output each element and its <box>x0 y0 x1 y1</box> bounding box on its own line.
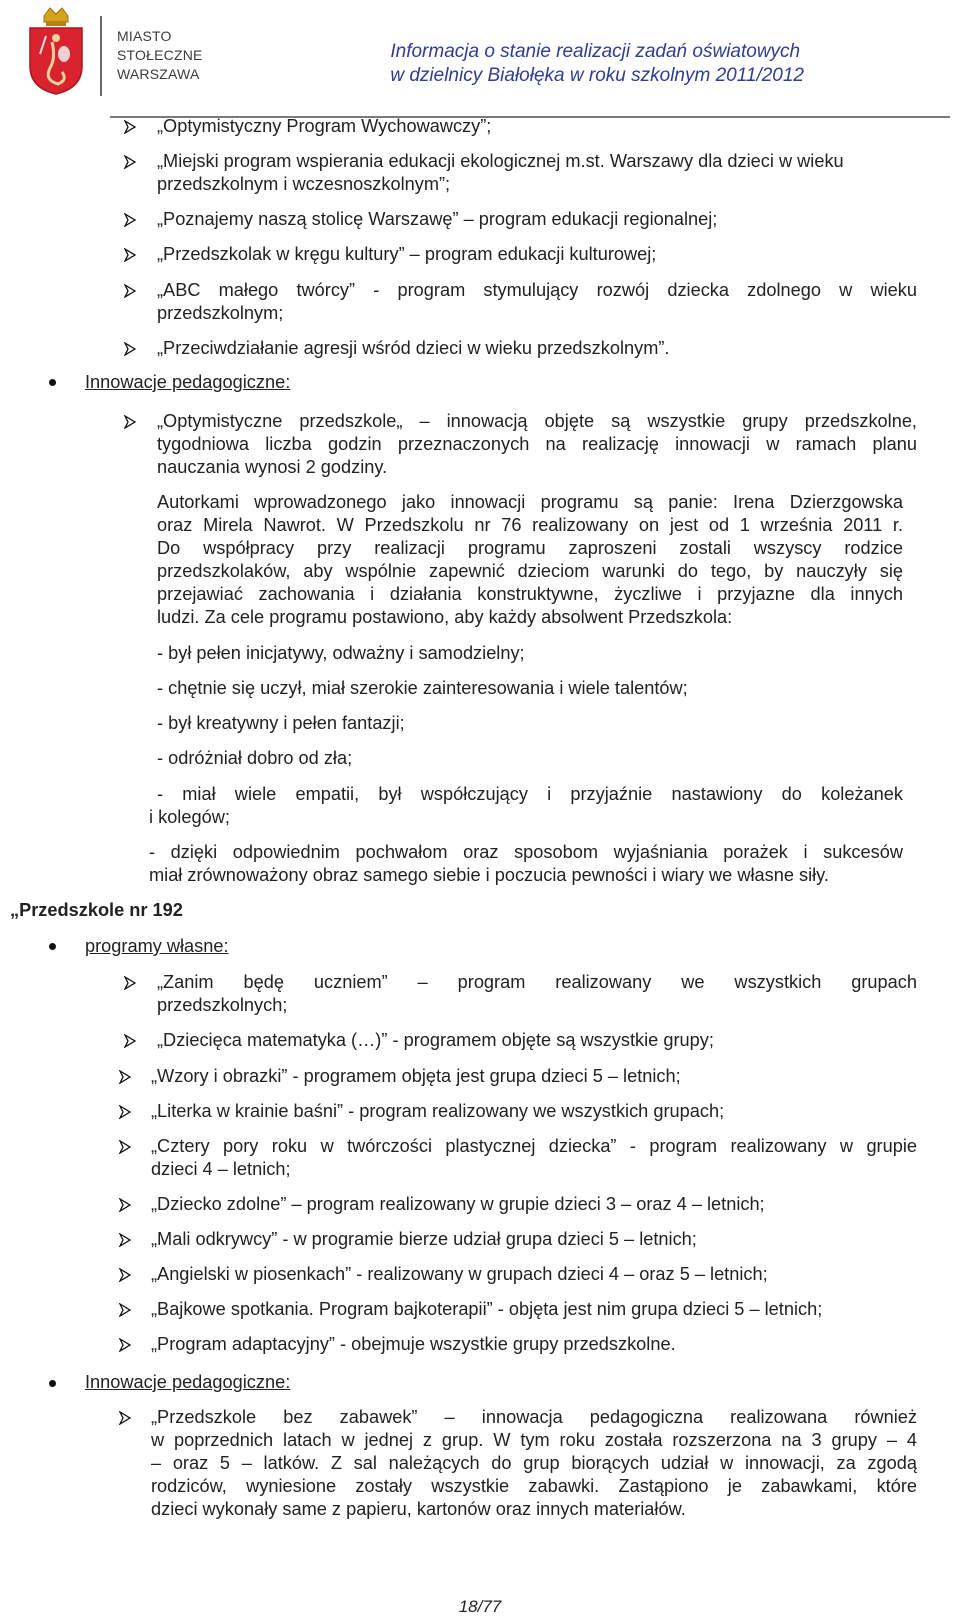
arrow-bullet-icon <box>123 1034 137 1048</box>
goal-item-cont: miał zrównoważony obraz samego siebie i poczucia pewności i wiary we własne siły. <box>149 865 829 885</box>
paragraph-line: oraz Mirela Nawrot. W Przedszkolu nr 76 realizowany on jest od 1 września 2011 r. <box>157 515 903 535</box>
goal-item: - był pełen inicjatywy, odważny i samodzielny; <box>157 643 525 663</box>
list-item: „Program adaptacyjny” - obejmuje wszystkie grupy przedszkolne. <box>151 1334 676 1354</box>
header-divider <box>100 16 102 96</box>
warsaw-coat-of-arms-icon <box>24 6 88 96</box>
paragraph-line: Do współpracy przy realizacji programu zaproszeni zostali wszyscy rodzice <box>157 538 903 558</box>
page-header <box>0 0 960 118</box>
section-heading: Innowacje pedagogiczne: <box>85 1372 291 1392</box>
paragraph-line: rodziców, wyniesione zostały wszystkie zabawki. Zastąpiono je zabawkami, które <box>151 1476 917 1496</box>
list-item: „Dziecięca matematyka (…)” - programem objęte są wszystkie grupy; <box>157 1030 714 1050</box>
arrow-bullet-icon <box>123 284 137 298</box>
brand-line: WARSZAWA <box>117 66 200 82</box>
list-item: „ABC małego twórcy” - program stymulujący rozwój dziecka zdolnego w wieku <box>157 280 917 300</box>
list-item: „Optymistyczny Program Wychowawczy”; <box>157 116 492 136</box>
brand-name <box>117 27 203 84</box>
arrow-bullet-icon <box>123 155 137 169</box>
paragraph-line: ludzi. Za cele programu postawiono, aby każdy absolwent Przedszkola: <box>157 607 733 627</box>
arrow-bullet-icon <box>118 1070 132 1084</box>
arrow-bullet-icon <box>123 342 137 356</box>
arrow-bullet-icon <box>118 1233 132 1247</box>
goal-item-cont: i kolegów; <box>149 807 230 827</box>
arrow-bullet-icon <box>118 1105 132 1119</box>
goal-item: - był kreatywny i pełen fantazji; <box>157 713 405 733</box>
list-item: „Miejski program wspierania edukacji ekologicznej m.st. Warszawy dla dzieci w wieku <box>157 151 844 171</box>
document-title-line: w dzielnicy Białołęka w roku szkolnym 2011/2012 <box>390 65 804 86</box>
list-item: „Dziecko zdolne” – program realizowany w grupie dzieci 3 – oraz 4 – letnich; <box>151 1194 765 1214</box>
paragraph-line: „Optymistyczne przedszkole„ – innowacją objęte są wszystkie grupy przedszkolne, <box>157 411 917 431</box>
document-title <box>390 40 804 88</box>
goal-item: - miał wiele empatii, był współczujący i przyjaźnie nastawiony do koleżanek <box>157 784 903 804</box>
arrow-bullet-icon <box>123 976 137 990</box>
list-item: „Przedszkolak w kręgu kultury” – program edukacji kulturowej; <box>157 244 657 264</box>
list-item: „Bajkowe spotkania. Program bajkoterapii” - objęta jest nim grupa dzieci 5 – letnich; <box>151 1299 823 1319</box>
paragraph-line: w poprzednich latach w jednej z grup. W tym roku została rozszerzona na 3 grupy – 4 <box>151 1430 917 1450</box>
paragraph-line: „Przedszkole bez zabawek” – innowacja pedagogiczna realizowana również <box>151 1407 917 1427</box>
paragraph-line: tygodniowa liczba godzin przeznaczonych na realizację innowacji w ramach planu <box>157 434 917 454</box>
arrow-bullet-icon <box>123 248 137 262</box>
list-item: „Wzory i obrazki” - programem objęta jest grupa dzieci 5 – letnich; <box>151 1066 681 1086</box>
list-item-cont: przedszkolnym; <box>157 303 284 323</box>
section-heading: programy własne: <box>85 936 229 956</box>
paragraph-line: – oraz 5 – latków. Z sal należących do grup biorących udział w innowacji, za zgodą <box>151 1453 917 1473</box>
arrow-bullet-icon <box>118 1140 132 1154</box>
arrow-bullet-icon <box>118 1198 132 1212</box>
arrow-bullet-icon <box>118 1268 132 1282</box>
section-heading: Innowacje pedagogiczne: <box>85 372 291 392</box>
list-item: „Zanim będę uczniem” – program realizowany we wszystkich grupach <box>157 972 917 992</box>
brand-line: MIASTO <box>117 28 172 44</box>
page-number: 18/77 <box>458 1597 502 1616</box>
bullet-dot <box>49 379 56 386</box>
paragraph-line: przedszkolaków, aby wspólnie zapewnić dzieciom warunki do tego, by nauczyły się <box>157 561 903 581</box>
arrow-bullet-icon <box>123 213 137 227</box>
list-item: „Cztery pory roku w twórczości plastycznej dziecka” - program realizowany w grupie <box>151 1136 917 1156</box>
list-item: „Angielski w piosenkach” - realizowany w grupach dzieci 4 – oraz 5 – letnich; <box>151 1264 768 1284</box>
paragraph-line: przejawiać zachowania i działania konstruktywne, życzliwe i przyjazne dla innych <box>157 584 903 604</box>
list-item-cont: dzieci 4 – letnich; <box>151 1159 291 1179</box>
arrow-bullet-icon <box>123 415 137 429</box>
list-item: „Poznajemy naszą stolicę Warszawę” – program edukacji regionalnej; <box>157 209 718 229</box>
list-item: „Przeciwdziałanie agresji wśród dzieci w wieku przedszkolnym”. <box>157 338 670 358</box>
arrow-bullet-icon <box>118 1411 132 1425</box>
list-item-cont: przedszkolnym i wczesnoszkolnym”; <box>157 174 451 194</box>
list-item-cont: przedszkolnych; <box>157 995 288 1015</box>
bullet-dot <box>49 943 56 950</box>
paragraph-line: dzieci wykonały same z papieru, kartonów oraz innych materiałów. <box>151 1499 686 1519</box>
list-item: „Literka w krainie baśni” - program realizowany we wszystkich grupach; <box>151 1101 725 1121</box>
arrow-bullet-icon <box>118 1303 132 1317</box>
bullet-dot <box>49 1380 56 1387</box>
section-title: „Przedszkole nr 192 <box>10 900 183 920</box>
paragraph-line: Autorkami wprowadzonego jako innowacji programu są panie: Irena Dzierzgowska <box>157 492 903 512</box>
paragraph-line: nauczania wynosi 2 godziny. <box>157 457 388 477</box>
list-item: „Mali odkrywcy” - w programie bierze udział grupa dzieci 5 – letnich; <box>151 1229 697 1249</box>
brand-line: STOŁECZNE <box>117 47 203 63</box>
document-title-line: Informacja o stanie realizacji zadań oświatowych <box>390 41 801 62</box>
goal-item: - dzięki odpowiednim pochwałom oraz sposobom wyjaśniania porażek i sukcesów <box>149 842 903 862</box>
goal-item: - chętnie się uczył, miał szerokie zainteresowania i wiele talentów; <box>157 678 688 698</box>
goal-item: - odróżniał dobro od zła; <box>157 748 353 768</box>
arrow-bullet-icon <box>123 120 137 134</box>
arrow-bullet-icon <box>118 1338 132 1352</box>
